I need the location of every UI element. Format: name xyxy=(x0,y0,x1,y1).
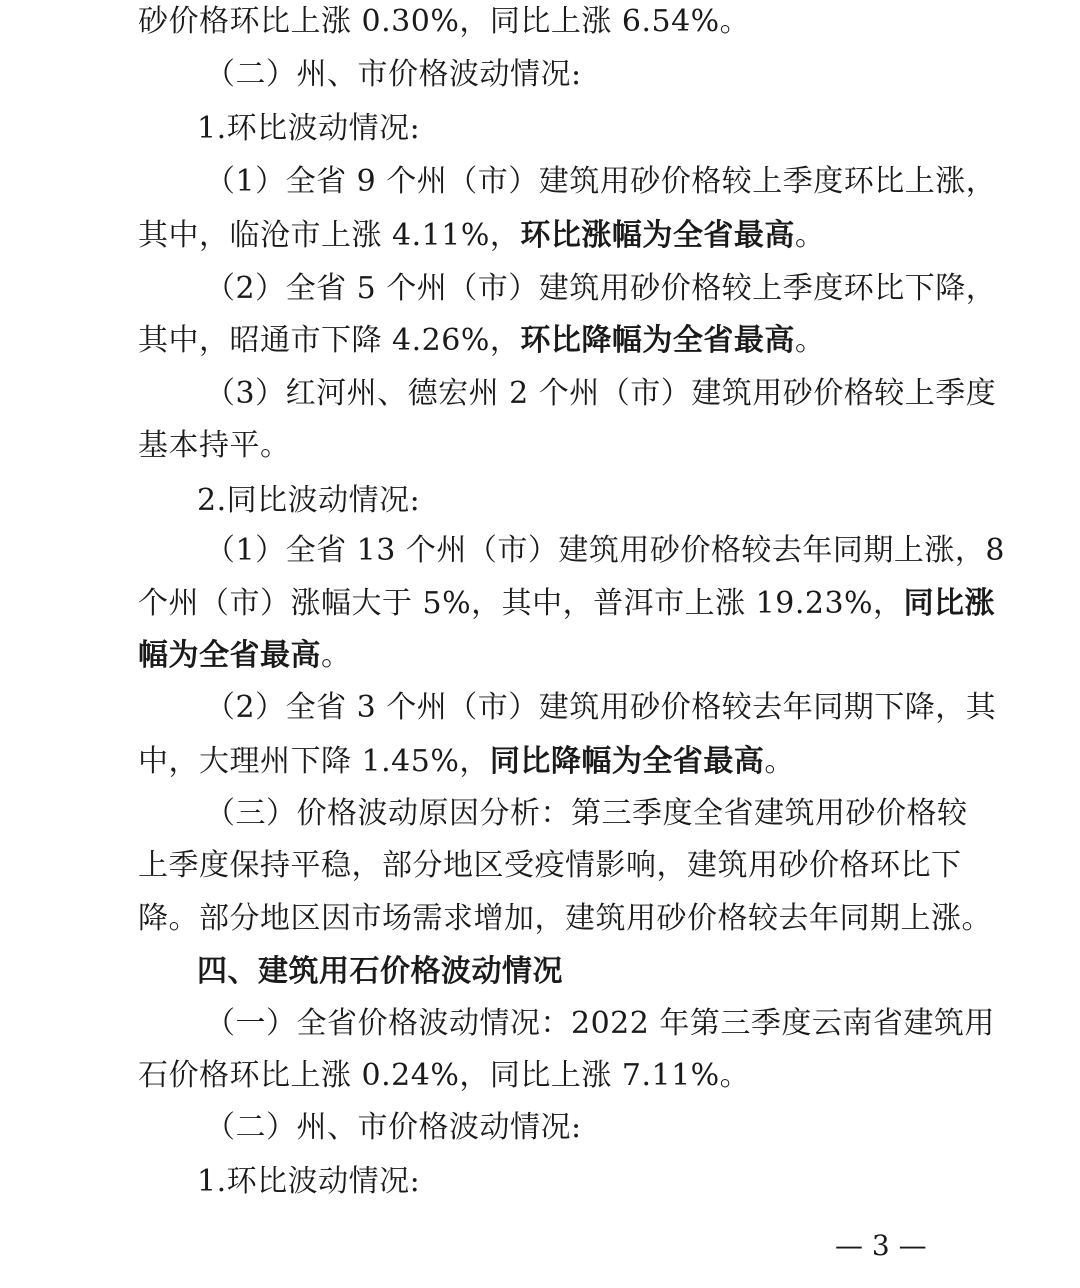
paragraph-line xyxy=(138,584,995,624)
section-heading: 四、建筑用石价格波动情况 xyxy=(197,954,563,989)
paragraph-line: 上季度保持平稳，部分地区受疫情影响，建筑用砂价格环比下 xyxy=(138,848,962,883)
subsection-heading: 1.环比波动情况: xyxy=(197,111,421,146)
paragraph-line: （2）全省 3 个州（市）建筑用砂价格较去年同期下降，其 xyxy=(205,690,997,725)
paragraph-line xyxy=(138,636,352,676)
paragraph-text: 中，大理州下降 1.45%， xyxy=(138,744,490,779)
paragraph-line: 石价格环比上涨 0.24%，同比上涨 7.11%。 xyxy=(138,1058,751,1093)
paragraph-text: 个州（市）涨幅大于 5%，其中，普洱市上涨 19.23%， xyxy=(138,586,904,621)
subsection-heading: 1.环比波动情况: xyxy=(197,1164,421,1199)
paragraph-text: 其中，临沧市上涨 4.11%， xyxy=(138,218,521,253)
paragraph-line: 基本持平。 xyxy=(138,428,291,463)
paragraph-line xyxy=(138,216,825,256)
emphasis-text: 同比涨 xyxy=(903,586,996,621)
paragraph-text: 。 xyxy=(764,744,795,779)
subsection-heading: 2.同比波动情况: xyxy=(197,483,421,518)
emphasis-text: 环比涨幅为全省最高 xyxy=(520,218,795,253)
section-heading: （二）州、市价格波动情况: xyxy=(205,57,582,92)
emphasis-text: 幅为全省最高 xyxy=(138,638,321,673)
emphasis-text: 同比降幅为全省最高 xyxy=(489,744,765,779)
paragraph-line: （2）全省 5 个州（市）建筑用砂价格较上季度环比下降， xyxy=(205,271,997,306)
paragraph-line: （1）全省 13 个州（市）建筑用砂价格较去年同期上涨，8 xyxy=(205,533,1005,568)
emphasis-text: 环比降幅为全省最高 xyxy=(520,323,795,358)
paragraph-line: 砂价格环比上涨 0.30%，同比上涨 6.54%。 xyxy=(138,4,751,39)
section-heading: （二）州、市价格波动情况: xyxy=(205,1110,582,1145)
paragraph-line: （一）全省价格波动情况：2022 年第三季度云南省建筑用 xyxy=(205,1006,995,1041)
paragraph-text: 。 xyxy=(794,323,826,358)
paragraph-line xyxy=(138,321,825,361)
paragraph-line: （3）红河州、德宏州 2 个州（市）建筑用砂价格较上季度 xyxy=(205,376,997,411)
paragraph-line: （1）全省 9 个州（市）建筑用砂价格较上季度环比上涨， xyxy=(205,164,997,199)
paragraph-line xyxy=(138,742,795,782)
paragraph-line: 降。部分地区因市场需求增加，建筑用砂价格较去年同期上涨。 xyxy=(138,901,992,936)
page-number: — 3 — xyxy=(835,1229,927,1262)
paragraph-text: 其中，昭通市下降 4.26%， xyxy=(138,323,521,358)
paragraph-line: （三）价格波动原因分析：第三季度全省建筑用砂价格较 xyxy=(205,796,968,831)
paragraph-text: 。 xyxy=(321,638,352,673)
paragraph-text: 。 xyxy=(794,218,826,253)
